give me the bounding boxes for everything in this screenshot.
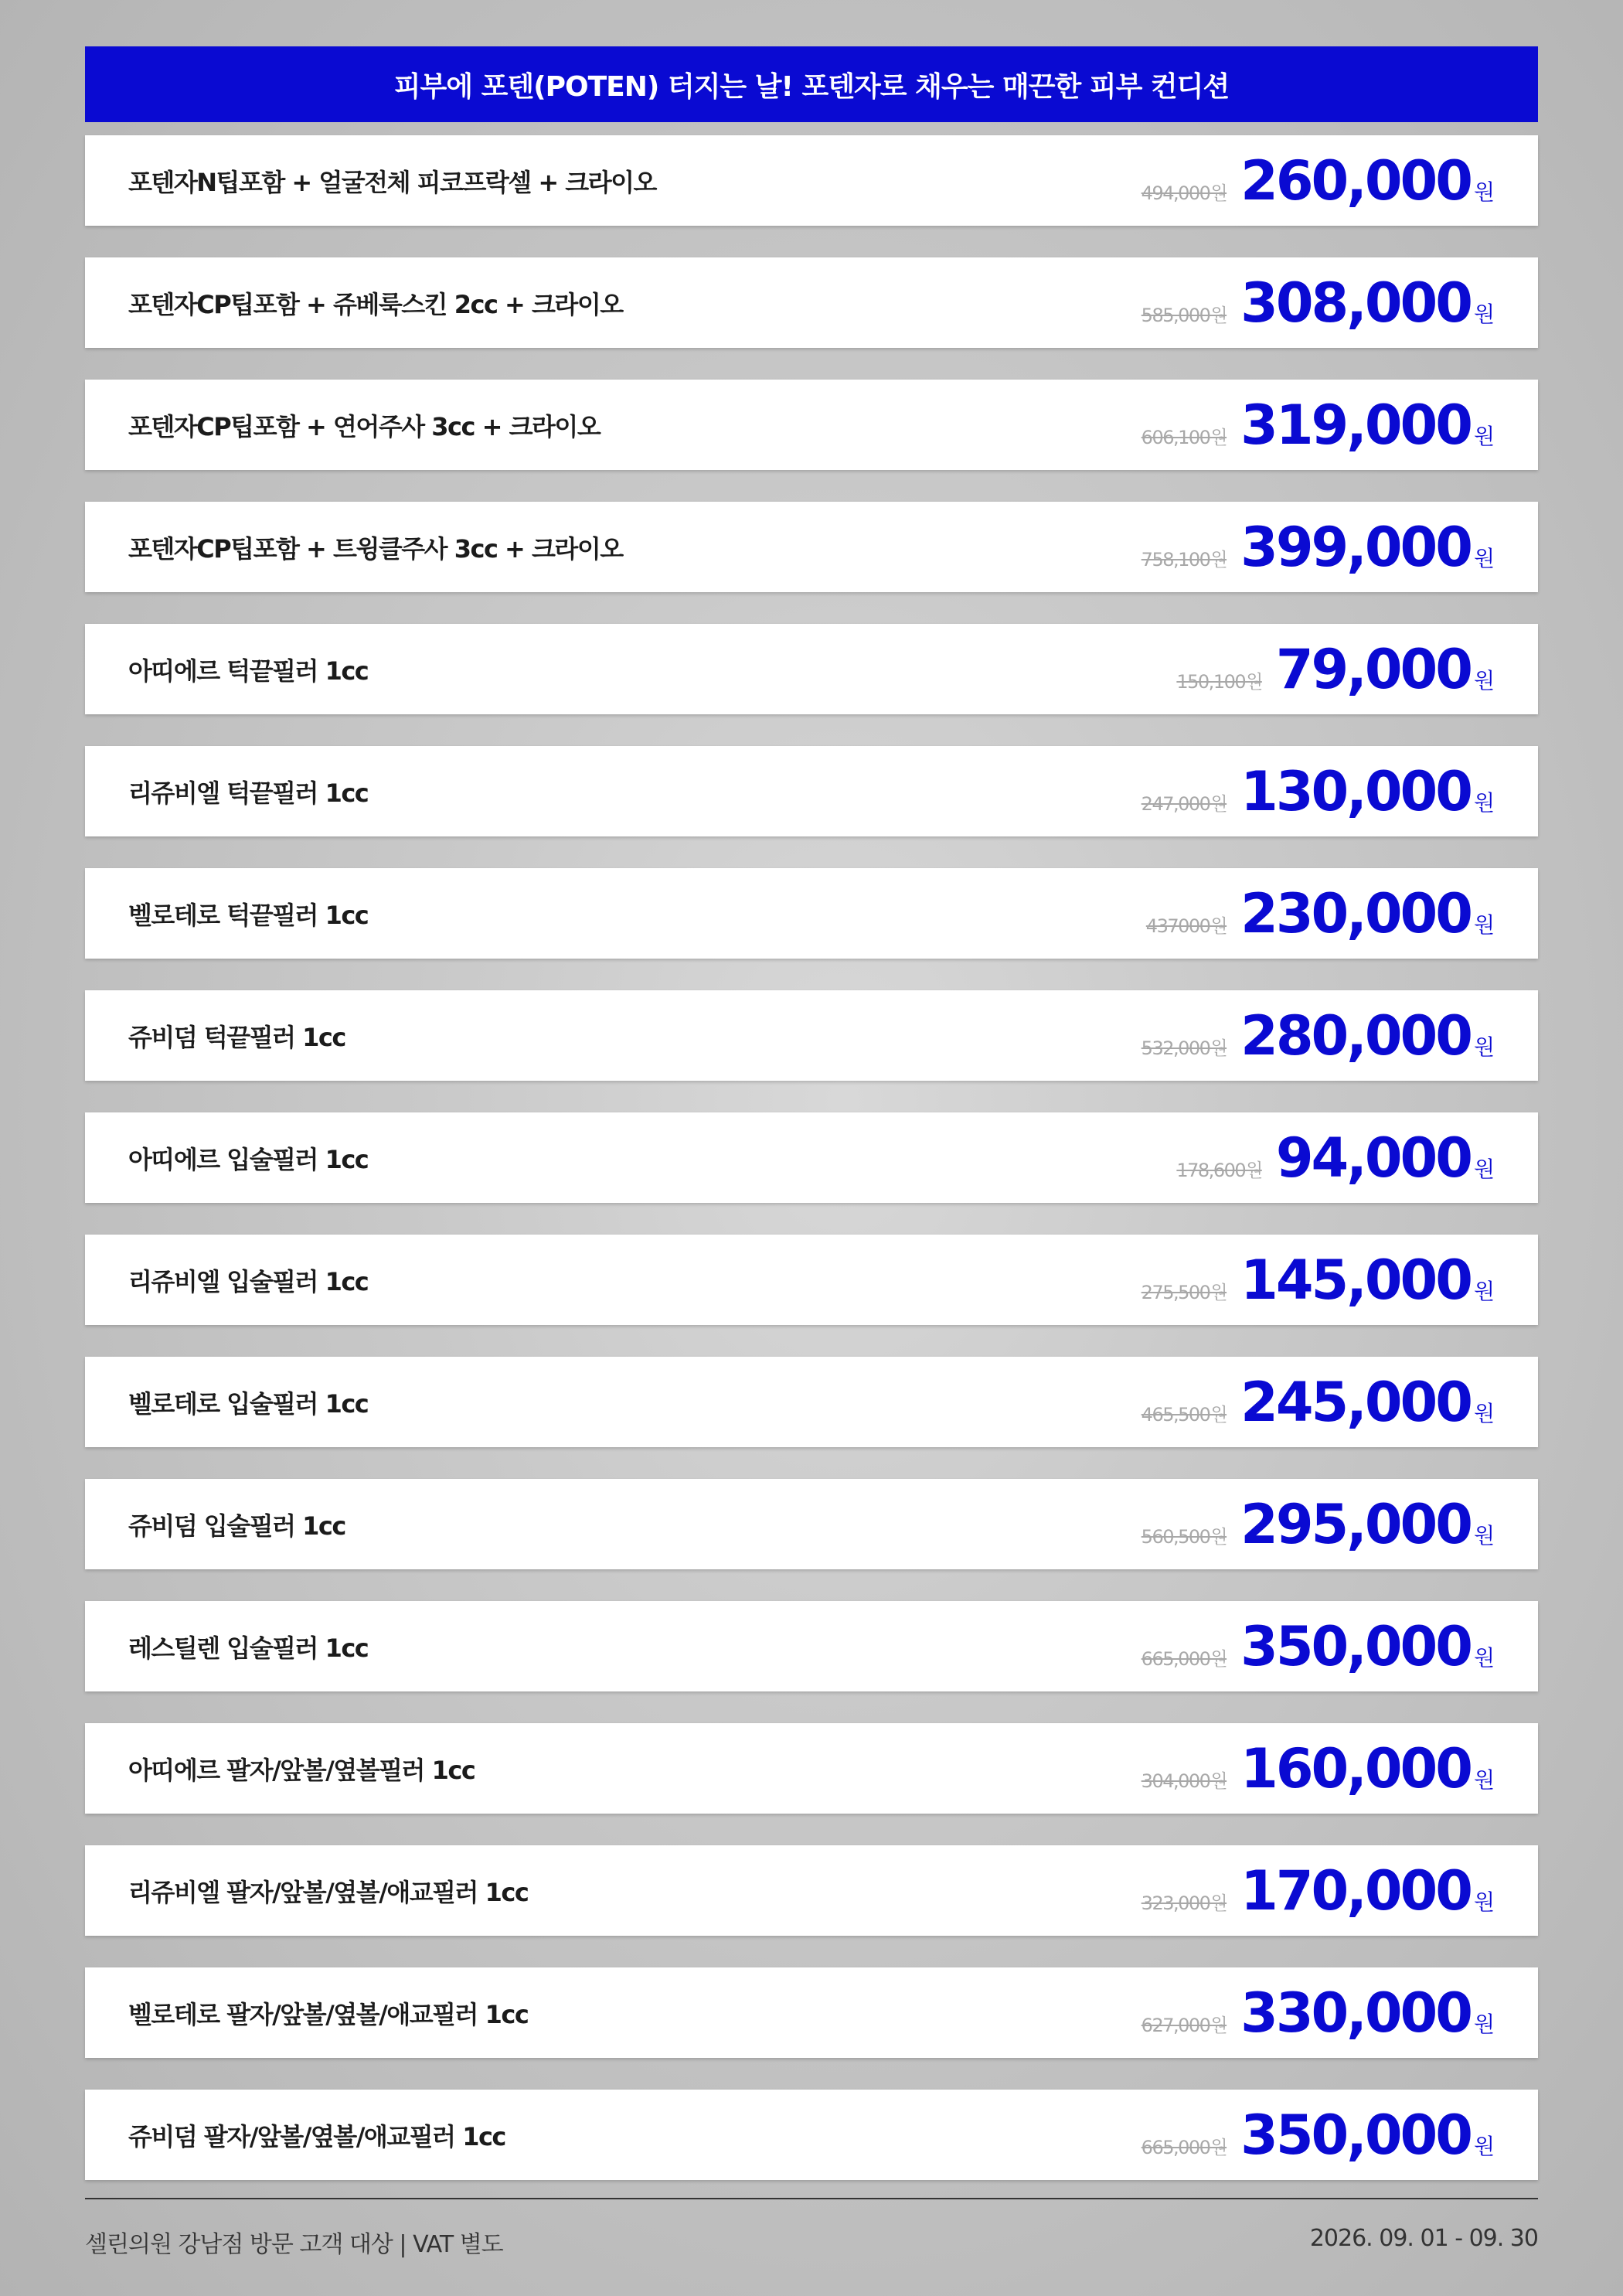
treatment-name: 아띠에르 입술필러 1cc <box>128 1144 369 1174</box>
original-price: 665,000원 <box>1141 2136 1227 2158</box>
price-row <box>85 1723 1538 1814</box>
original-price: 465,500원 <box>1141 1403 1227 1426</box>
price-row <box>85 1479 1538 1569</box>
price-group <box>1141 1981 1495 2045</box>
price-row <box>85 990 1538 1081</box>
sale-price: 94,000 <box>1275 1126 1471 1190</box>
original-price: 323,000원 <box>1141 1892 1227 1914</box>
treatment-name: 리쥬비엘 팔자/앞볼/옆볼/애교필러 1cc <box>128 1877 529 1907</box>
currency-unit: 원 <box>1473 1034 1495 1060</box>
treatment-name: 쥬비덤 팔자/앞볼/옆볼/애교필러 1cc <box>128 2121 505 2151</box>
price-row <box>85 746 1538 836</box>
price-row <box>85 1601 1538 1691</box>
currency-unit: 원 <box>1473 1766 1495 1793</box>
sale-price: 280,000 <box>1240 1003 1471 1068</box>
promo-banner <box>85 46 1538 122</box>
currency-unit: 원 <box>1473 179 1495 205</box>
original-price: 532,000원 <box>1141 1037 1227 1059</box>
price-group <box>1145 881 1495 945</box>
price-group <box>1141 271 1495 335</box>
price-row <box>85 502 1538 592</box>
treatment-name: 아띠에르 턱끝필러 1cc <box>128 656 369 686</box>
treatment-name: 아띠에르 팔자/앞볼/옆볼필러 1cc <box>128 1755 475 1785</box>
price-row <box>85 257 1538 348</box>
currency-unit: 원 <box>1473 2133 1495 2159</box>
treatment-name: 리쥬비엘 입술필러 1cc <box>128 1266 369 1296</box>
treatment-name: 포텐자N팁포함 + 얼굴전체 피코프락셀 + 크라이오 <box>128 167 656 197</box>
sale-price: 145,000 <box>1240 1248 1471 1312</box>
original-price: 585,000원 <box>1141 304 1227 326</box>
price-group <box>1176 637 1495 701</box>
currency-unit: 원 <box>1473 789 1495 816</box>
sale-price: 170,000 <box>1240 1858 1471 1923</box>
currency-unit: 원 <box>1473 667 1495 693</box>
treatment-name: 벨로테로 입술필러 1cc <box>128 1388 369 1419</box>
price-group <box>1141 515 1495 579</box>
treatment-name: 포텐자CP팁포함 + 트윙클주사 3cc + 크라이오 <box>128 533 623 564</box>
sale-price: 350,000 <box>1240 2103 1471 2167</box>
original-price: 178,600원 <box>1176 1159 1262 1181</box>
currency-unit: 원 <box>1473 1522 1495 1548</box>
sale-price: 130,000 <box>1240 759 1471 823</box>
sale-price: 230,000 <box>1240 881 1471 945</box>
sale-price: 350,000 <box>1240 1614 1471 1678</box>
currency-unit: 원 <box>1473 2011 1495 2037</box>
original-price: 437000원 <box>1145 915 1227 937</box>
footer-period: 2026. 09. 01 - 09. 30 <box>1309 2225 1538 2252</box>
price-row <box>85 1112 1538 1203</box>
footer-notice: 셀린의원 강남점 방문 고객 대상 | VAT 별도 <box>85 2231 503 2258</box>
sale-price: 260,000 <box>1240 148 1471 213</box>
price-row <box>85 2090 1538 2180</box>
price-row <box>85 1357 1538 1447</box>
treatment-name: 쥬비덤 입술필러 1cc <box>128 1511 345 1541</box>
original-price: 560,500원 <box>1141 1525 1227 1548</box>
treatment-name: 리쥬비엘 턱끝필러 1cc <box>128 778 369 808</box>
original-price: 247,000원 <box>1141 792 1227 815</box>
price-group <box>1141 1003 1495 1068</box>
currency-unit: 원 <box>1473 1644 1495 1671</box>
price-row <box>85 380 1538 470</box>
treatment-name: 포텐자CP팁포함 + 쥬베룩스킨 2cc + 크라이오 <box>128 289 623 319</box>
price-group <box>1141 1370 1495 1434</box>
sale-price: 295,000 <box>1240 1492 1471 1556</box>
price-row <box>85 624 1538 714</box>
original-price: 275,500원 <box>1141 1281 1227 1303</box>
sale-price: 399,000 <box>1240 515 1471 579</box>
price-group <box>1141 1614 1495 1678</box>
price-group <box>1176 1126 1495 1190</box>
price-row <box>85 1845 1538 1936</box>
price-group <box>1141 1736 1495 1800</box>
price-row <box>85 135 1538 226</box>
footer-divider <box>85 2198 1538 2199</box>
currency-unit: 원 <box>1473 1889 1495 1915</box>
price-group <box>1141 759 1495 823</box>
sale-price: 245,000 <box>1240 1370 1471 1434</box>
currency-unit: 원 <box>1473 911 1495 938</box>
original-price: 606,100원 <box>1141 426 1227 448</box>
original-price: 758,100원 <box>1141 548 1227 571</box>
treatment-name: 벨로테로 팔자/앞볼/옆볼/애교필러 1cc <box>128 1999 529 2029</box>
treatment-name: 포텐자CP팁포함 + 연어주사 3cc + 크라이오 <box>128 411 601 441</box>
sale-price: 79,000 <box>1275 637 1471 701</box>
sale-price: 319,000 <box>1240 393 1471 457</box>
treatment-name: 벨로테로 턱끝필러 1cc <box>128 900 369 930</box>
price-group <box>1141 1858 1495 1923</box>
price-row <box>85 868 1538 959</box>
price-group <box>1141 2103 1495 2167</box>
price-group <box>1141 393 1495 457</box>
sale-price: 330,000 <box>1240 1981 1471 2045</box>
currency-unit: 원 <box>1473 1278 1495 1304</box>
treatment-name: 쥬비덤 턱끝필러 1cc <box>128 1022 345 1052</box>
sale-price: 160,000 <box>1240 1736 1471 1800</box>
price-group <box>1141 1492 1495 1556</box>
original-price: 665,000원 <box>1141 1647 1227 1670</box>
currency-unit: 원 <box>1473 301 1495 327</box>
currency-unit: 원 <box>1473 1400 1495 1426</box>
treatment-name: 레스틸렌 입술필러 1cc <box>128 1633 369 1663</box>
price-group <box>1141 1248 1495 1312</box>
currency-unit: 원 <box>1473 1156 1495 1182</box>
original-price: 627,000원 <box>1141 2014 1227 2036</box>
banner-title: 피부에 포텐(POTEN) 터지는 날! 포텐자로 채우는 매끈한 피부 컨디션 <box>393 70 1230 103</box>
price-list <box>85 135 1538 2212</box>
original-price: 304,000원 <box>1141 1770 1227 1792</box>
currency-unit: 원 <box>1473 423 1495 449</box>
currency-unit: 원 <box>1473 545 1495 571</box>
price-row <box>85 1235 1538 1325</box>
original-price: 494,000원 <box>1141 182 1227 204</box>
original-price: 150,100원 <box>1176 670 1262 693</box>
sale-price: 308,000 <box>1240 271 1471 335</box>
price-row <box>85 1967 1538 2058</box>
price-group <box>1141 148 1495 213</box>
